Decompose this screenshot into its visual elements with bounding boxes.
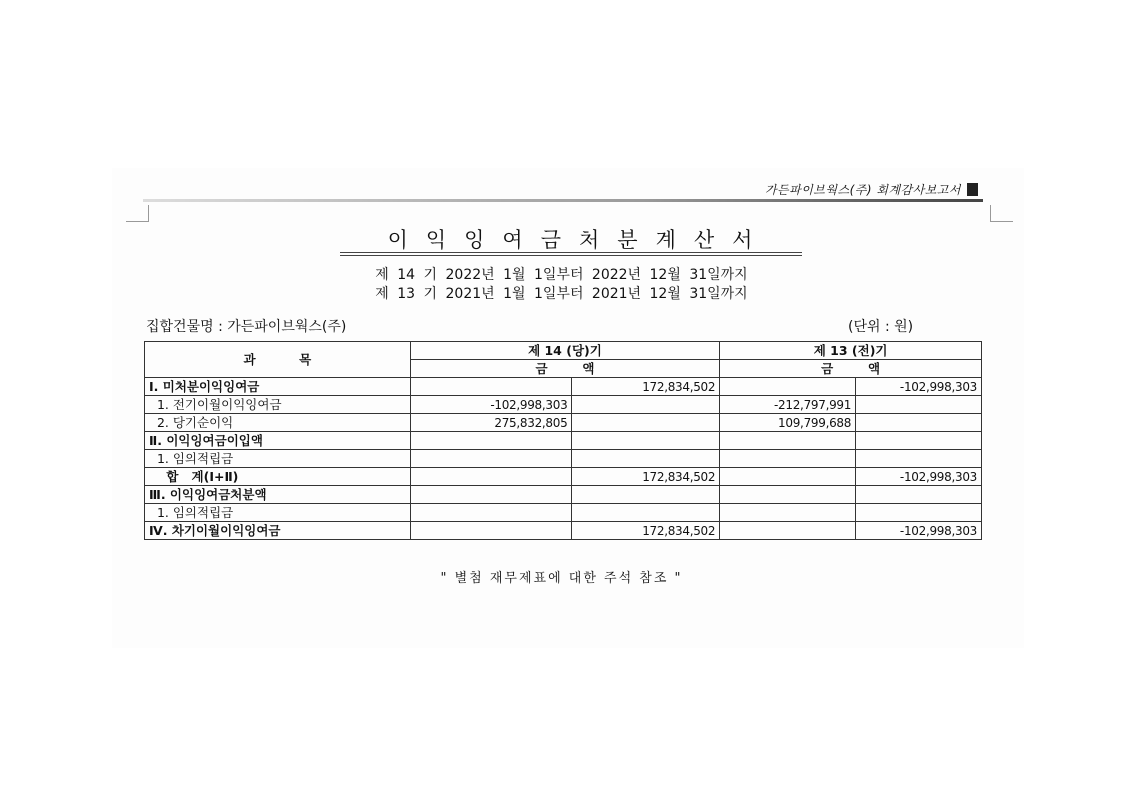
row-label: Ⅳ. 차기이월이익잉여금 (145, 522, 411, 540)
amount-cell (720, 522, 856, 540)
col-subject: 과 목 (145, 342, 411, 378)
row-label: 1. 임의적립금 (145, 450, 411, 468)
header-block-icon (967, 183, 978, 196)
amount-cell (720, 432, 856, 450)
table-row (145, 432, 982, 450)
row-label: 합 계(Ⅰ+Ⅱ) (145, 468, 411, 486)
unit-label: (단위 : 원) (848, 319, 914, 335)
amount-cell: -102,998,303 (856, 522, 982, 540)
amount-cell: 109,799,688 (720, 414, 856, 432)
table-row (145, 468, 982, 486)
amount-cell (410, 468, 572, 486)
amount-cell: 172,834,502 (572, 378, 720, 396)
title-underline (340, 252, 802, 253)
amount-cell (410, 522, 572, 540)
header-rule (143, 199, 983, 202)
table-row (145, 522, 982, 540)
table-row (145, 396, 982, 414)
amount-cell (572, 396, 720, 414)
company-name: 집합건물명 : 가든파이브웍스(주) (146, 319, 347, 335)
row-label: Ⅲ. 이익잉여금처분액 (145, 486, 411, 504)
amount-cell (572, 432, 720, 450)
amount-cell: -212,797,991 (720, 396, 856, 414)
amount-cell (410, 432, 572, 450)
running-header (765, 181, 978, 198)
period-current: 제 14 기 2022년 1월 1일부터 2022년 12월 31일까지 (375, 267, 748, 283)
amount-cell (856, 450, 982, 468)
amount-cell (856, 414, 982, 432)
amount-cell (856, 504, 982, 522)
table-row (145, 378, 982, 396)
table-row (145, 504, 982, 522)
amount-cell (410, 504, 572, 522)
amount-cell (572, 450, 720, 468)
amount-cell: -102,998,303 (856, 468, 982, 486)
crop-mark-left (126, 205, 149, 222)
amount-cell (572, 414, 720, 432)
amount-cell (856, 396, 982, 414)
amount-cell (856, 486, 982, 504)
table-row (145, 414, 982, 432)
title-underline (340, 255, 802, 256)
amount-cell: 172,834,502 (572, 522, 720, 540)
crop-mark-right (990, 205, 1013, 222)
amount-cell (856, 432, 982, 450)
row-label: 1. 전기이월이익잉여금 (145, 396, 411, 414)
col-prior-period: 제 13 (전)기 (720, 342, 982, 360)
amount-cell: 275,832,805 (410, 414, 572, 432)
document-title: 이익잉여금처분계산서 (387, 228, 771, 252)
amount-cell: -102,998,303 (856, 378, 982, 396)
amount-cell (410, 378, 572, 396)
amount-cell (572, 486, 720, 504)
amount-cell: 172,834,502 (572, 468, 720, 486)
amount-cell: -102,998,303 (410, 396, 572, 414)
report-header-text: 가든파이브웍스(주) 회계감사보고서 (764, 183, 961, 197)
amount-cell (410, 486, 572, 504)
amount-cell (720, 378, 856, 396)
amount-cell (720, 504, 856, 522)
period-prior: 제 13 기 2021년 1월 1일부터 2021년 12월 31일까지 (375, 286, 748, 302)
amount-cell (720, 468, 856, 486)
amount-cell (720, 450, 856, 468)
amount-cell (572, 504, 720, 522)
col-current-period: 제 14 (당)기 (410, 342, 720, 360)
amount-cell (410, 450, 572, 468)
retained-earnings-table (144, 341, 982, 540)
row-label: 1. 임의적립금 (145, 504, 411, 522)
row-label: 2. 당기순이익 (145, 414, 411, 432)
amount-cell (720, 486, 856, 504)
table-row (145, 450, 982, 468)
footnote: " 별첨 재무제표에 대한 주석 참조 " (440, 571, 683, 586)
amount-header: 금 액 (720, 360, 982, 378)
table-row (145, 486, 982, 504)
amount-header: 금 액 (410, 360, 720, 378)
row-label: Ⅱ. 이익잉여금이입액 (145, 432, 411, 450)
row-label: Ⅰ. 미처분이익잉여금 (145, 378, 411, 396)
